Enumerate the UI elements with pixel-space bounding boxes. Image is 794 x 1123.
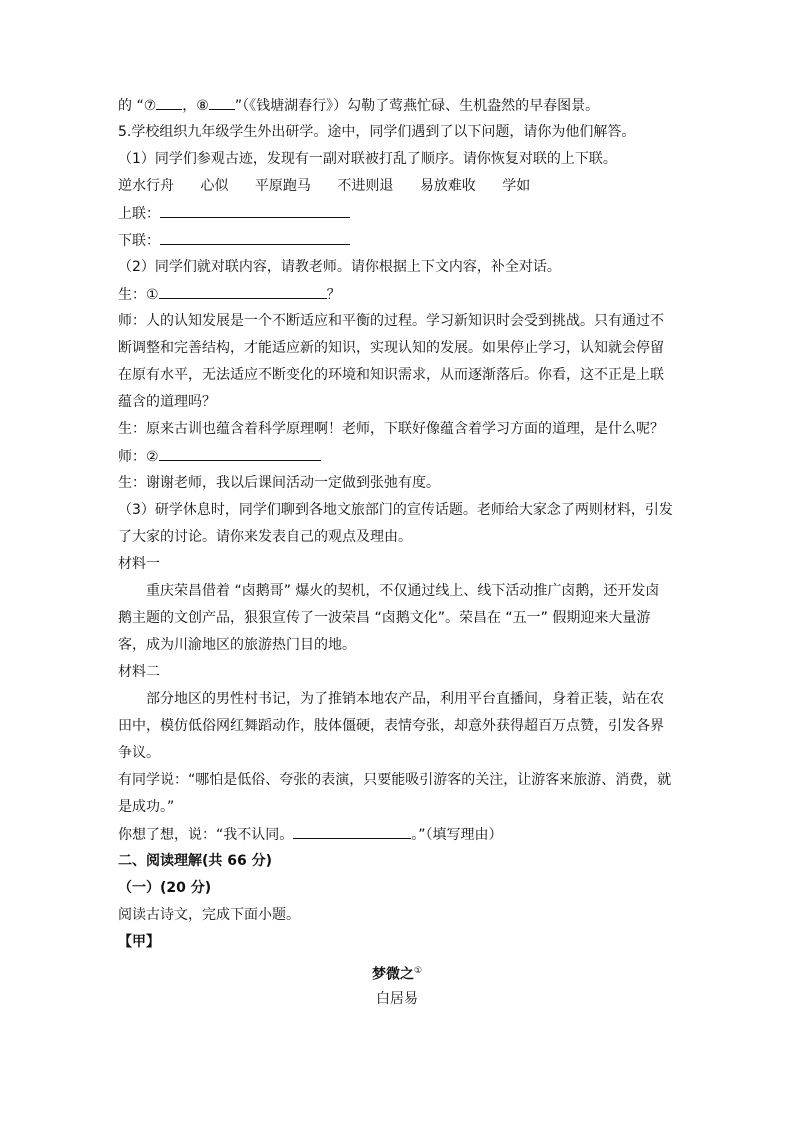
- teacher-2-label: 师：②: [118, 449, 159, 465]
- poem-title-text: 梦微之: [371, 966, 414, 983]
- student-1-question-mark: ？: [326, 287, 341, 303]
- teacher-1-line-2: 断调整和完善结构，才能适应新的知识，实现认知的发展。如果停止学习，认知就会停留: [118, 340, 664, 356]
- material-2-line-2: 田中，模仿低俗网红舞蹈动作，肢体僵硬，表情夸张，却意外获得超百万点赞，引发各界: [118, 718, 664, 734]
- answer-blank-7[interactable]: [156, 94, 182, 110]
- couplet-item: 逆水行舟: [118, 178, 174, 194]
- couplet-items: [118, 175, 552, 197]
- section-2-instruction: 阅读古诗文，完成下面小题。: [118, 907, 300, 923]
- material-1-line-1: 重庆荣昌借着 “卤鹅哥” 爆火的契机，不仅通过线上、线下活动推广卤鹅，还开发卤: [146, 583, 660, 599]
- teacher-1-line-1: 师：人的认知发展是一个不断适应和平衡的过程。学习新知识时会受到挑战。只有通过不: [118, 313, 664, 329]
- teacher-1-line-3: 在原有水平，无法适应不断变化的环境和知识需求，从而逐渐落后。你看，这不正是上联: [118, 367, 664, 383]
- couplet-item: 易放难收: [419, 178, 476, 194]
- material-2-line-1: 部分地区的男性村书记，为了推销本地农产品，利用平台直播间，身着正装，站在农: [146, 691, 664, 707]
- q4-comma: ，: [182, 98, 197, 114]
- q5-part3-prompt-line-2: 了大家的讨论。请你来发表自己的观点及理由。: [118, 529, 412, 545]
- poem-title: [0, 960, 794, 986]
- section-2-title: 二、阅读理解(共 66 分): [118, 853, 273, 869]
- jia-label: 【甲】: [118, 934, 160, 950]
- reason-blank[interactable]: [293, 823, 411, 839]
- lower-couplet-line: [118, 229, 350, 252]
- q4-post-text: ”（《钱塘湖春行》）勾勒了莺燕忙碌、生机盎然的早春图景。: [234, 98, 600, 114]
- answer-prefix: 你想了想，说：“我不认同。: [118, 827, 294, 843]
- poem-author: 白居易: [376, 991, 418, 1007]
- dialogue-blank-2[interactable]: [159, 445, 321, 461]
- upper-couplet-blank[interactable]: [160, 202, 350, 218]
- blank-marker-8: ⑧: [196, 98, 209, 114]
- q4-tail-line: [118, 94, 599, 117]
- dialogue-student-3: 生：谢谢老师，我以后课间活动一定做到张弛有度。: [118, 475, 440, 491]
- upper-couplet-line: [118, 202, 350, 225]
- classmate-quote-line-2: 是成功。”: [118, 799, 175, 815]
- couplet-item: 心似: [200, 178, 229, 194]
- classmate-quote-line-1: 有同学说：“哪怕是低俗、夸张的表演，只要能吸引游客的关注，让游客来旅游、消费，就: [118, 772, 672, 788]
- upper-couplet-label: 上联：: [118, 206, 160, 222]
- q5-part1-prompt: （1）同学们参观古迹，发现有一副对联被打乱了顺序。请你恢复对联的上下联。: [118, 151, 617, 167]
- answer-suffix: 。”（填写理由）: [411, 827, 503, 843]
- lower-couplet-blank[interactable]: [160, 229, 350, 245]
- teacher-1-line-4: 蕴含的道理吗？: [118, 394, 216, 410]
- q5-part3-prompt-line-1: （3）研学休息时，同学们聊到各地文旅部门的宣传话题。老师给大家念了两则材料，引发: [118, 502, 673, 518]
- lower-couplet-label: 下联：: [118, 233, 160, 249]
- q5-part2-prompt: （2）同学们就对联内容，请教老师。请你根据上下文内容，补全对话。: [118, 259, 561, 275]
- q4-pre-text: 的 “: [118, 98, 144, 114]
- answer-line: [118, 823, 503, 846]
- dialogue-student-1: [118, 283, 341, 306]
- material-1-title: 材料一: [118, 556, 160, 572]
- material-1-line-3: 客，成为川渝地区的旅游热门目的地。: [118, 637, 356, 653]
- couplet-item: 学如: [502, 178, 531, 194]
- dialogue-teacher-2: [118, 445, 321, 468]
- q5-intro: 5.学校组织九年级学生外出研学。途中，同学们遇到了以下问题，请你为他们解答。: [118, 124, 636, 140]
- couplet-item: 平原跑马: [254, 178, 311, 194]
- blank-marker-7: ⑦: [143, 98, 157, 114]
- student-1-label: 生：①: [118, 287, 159, 303]
- material-2-title: 材料二: [118, 664, 160, 680]
- answer-blank-8[interactable]: [209, 94, 235, 110]
- material-1-line-2: 鹅主题的文创产品，狠狠宣传了一波荣昌 “卤鹅文化”。荣昌在 “五一” 假期迎来大量游: [118, 610, 651, 626]
- section-2-subtitle: （一）(20 分): [118, 880, 212, 896]
- couplet-item: 不进则退: [337, 178, 394, 194]
- dialogue-student-2: 生：原来古训也蕴含着科学原理啊！老师，下联好像蕴含着学习方面的道理，是什么呢？: [118, 421, 664, 437]
- poem-footnote-marker: ①: [413, 966, 423, 976]
- dialogue-blank-1[interactable]: [159, 283, 327, 299]
- material-2-line-3: 争议。: [118, 745, 160, 761]
